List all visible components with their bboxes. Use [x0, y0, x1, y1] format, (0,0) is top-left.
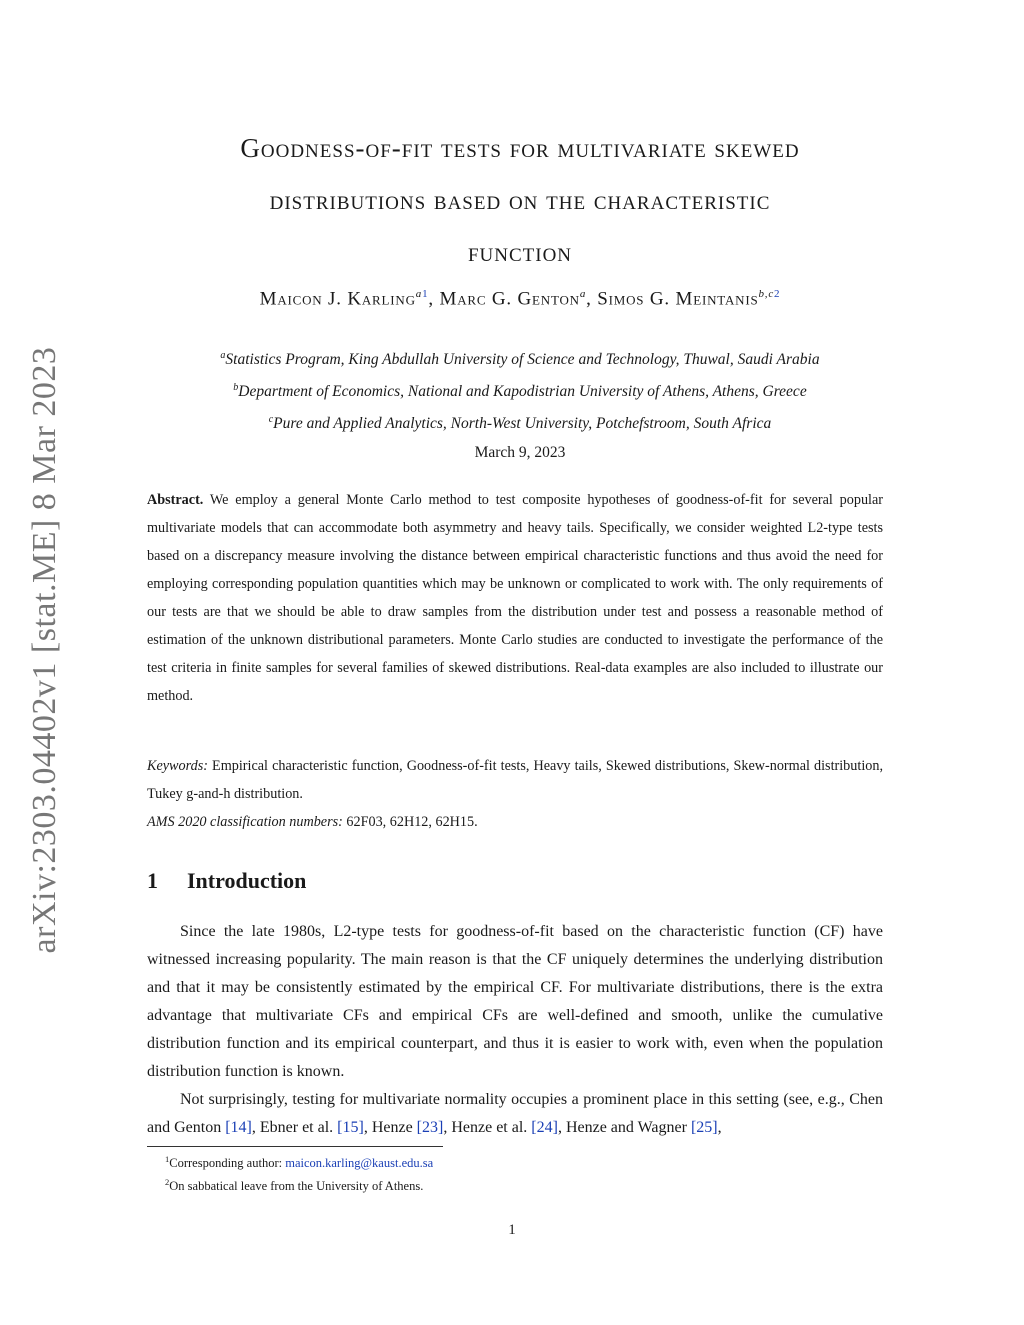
ams-label: AMS 2020 classification numbers: — [147, 814, 343, 830]
section-number: 1 — [147, 868, 158, 893]
affiliation-item: $^c$Pure and Applied Analytics, North-West University, Potchefstroom, South Africa — [268, 414, 772, 433]
author-affil-mark: a — [415, 288, 423, 300]
affiliation-item: $^a$Statistics Program, King Abdullah University of Science and Technology, Thuwal, Saudi Arabia — [220, 350, 820, 369]
keywords-text: Empirical characteristic function, Goodness-of-fit tests, Heavy tails, Skewed distributions, Skew-normal distribution, Tukey g-and-h distribution. — [147, 758, 883, 802]
title-line-1: Goodness-of-fit tests for multivariate skewed — [240, 133, 800, 163]
footnote-link[interactable]: 1 — [422, 288, 429, 300]
email-link[interactable]: maicon.karling@kaust.edu.sa — [285, 1156, 434, 1171]
page-number: 1 — [508, 1222, 516, 1238]
author-name: Simos G. Meintanis — [597, 288, 759, 310]
footnotes — [165, 1150, 433, 1196]
author-affil-mark: a — [579, 288, 587, 300]
paper-title — [120, 122, 920, 278]
citation-link[interactable]: [23] — [416, 1119, 444, 1136]
keywords-label: Keywords: — [147, 758, 208, 774]
title-line-3: function — [467, 237, 573, 267]
abstract-text: We employ a general Monte Carlo method to test composite hypotheses of goodness-of-fit for several popular multivariate models that can accommodate both asymmetry and heavy tails. Specifically, we consider weighted L2-type tests based on a discrepancy measure involving the distance between empirical characteristic functions and thus avoid the need for employing corresponding population quantities which may be unknown or complicated to work with. The only requirements of our tests are that we should be able to draw samples from the distribution under test and possess a reasonable method of estimation of the unknown distributional parameters. Monte Carlo studies are conducted to investigate the performance of the test criteria in finite samples for several families of skewed distributions. Real-data examples are also included to illustrate our method. — [147, 492, 884, 704]
citation-link[interactable]: [15] — [337, 1119, 364, 1136]
arxiv-side-stamp[interactable]: arXiv:2303.04402v1 [stat.ME] 8 Mar 2023 — [26, 346, 63, 954]
paragraph: Since the late 1980s, L2-type tests for goodness-of-fit based on the characteristic function (CF) have witnessed increasing popularity. The main reason is that the CF uniquely determines the underlying distribution and that it may be consistently estimated by the empirical CF. For multivariate distributions, there is the extra advantage that multivariate CFs and empirical CFs are well-defined and smooth, unlike the cumulative distribution function and its empirical counterpart, and thus it is easier to work with, even when the population distribution function is known. — [147, 923, 883, 1080]
section-heading — [147, 868, 306, 894]
affiliation-list — [120, 342, 920, 438]
author-affil-mark: b,c — [758, 288, 775, 300]
author-name: Marc G. Genton — [439, 288, 580, 310]
citation-link[interactable]: [24] — [531, 1119, 558, 1136]
title-line-2: distributions based on the characteristic — [269, 185, 771, 215]
ams-classification — [147, 808, 883, 836]
citation-link[interactable]: [25] — [690, 1119, 718, 1136]
introduction-body — [147, 918, 883, 1142]
footnote-item: $^1$Corresponding author: maicon.karling@kaust.edu.sa — [165, 1154, 434, 1171]
paragraph: Not surprisingly, testing for multivariate normality occupies a prominent place in this setting (see, e.g., Chen and Genton [14], Ebner et al. [15], Henze [23], Henze et al. [24], Henze and Wagner [25], — [147, 1091, 883, 1136]
author-list: Maicon J. Karling$^{a1}$, Marc G. Genton$^a$, Simos G. Meintanis$^{b,c2}$ — [259, 288, 781, 310]
author-name: Maicon J. Karling — [259, 288, 416, 310]
ams-text: 62F03, 62H12, 62H15. — [346, 814, 478, 830]
paper-date: March 9, 2023 — [474, 444, 566, 461]
footnote-divider — [147, 1146, 443, 1147]
abstract-label: Abstract. — [147, 492, 204, 508]
citation-link[interactable]: [14] — [225, 1119, 252, 1136]
abstract — [147, 486, 883, 710]
footnote-link[interactable]: 2 — [774, 288, 781, 300]
footnote-item: $^2$On sabbatical leave from the University of Athens. — [165, 1177, 424, 1194]
keywords — [147, 752, 883, 808]
affiliation-item: $^b$Department of Economics, National and Kapodistrian University of Athens, Athens, Greece — [233, 382, 807, 401]
keywords-block — [147, 752, 883, 836]
section-title: Introduction — [187, 868, 307, 893]
